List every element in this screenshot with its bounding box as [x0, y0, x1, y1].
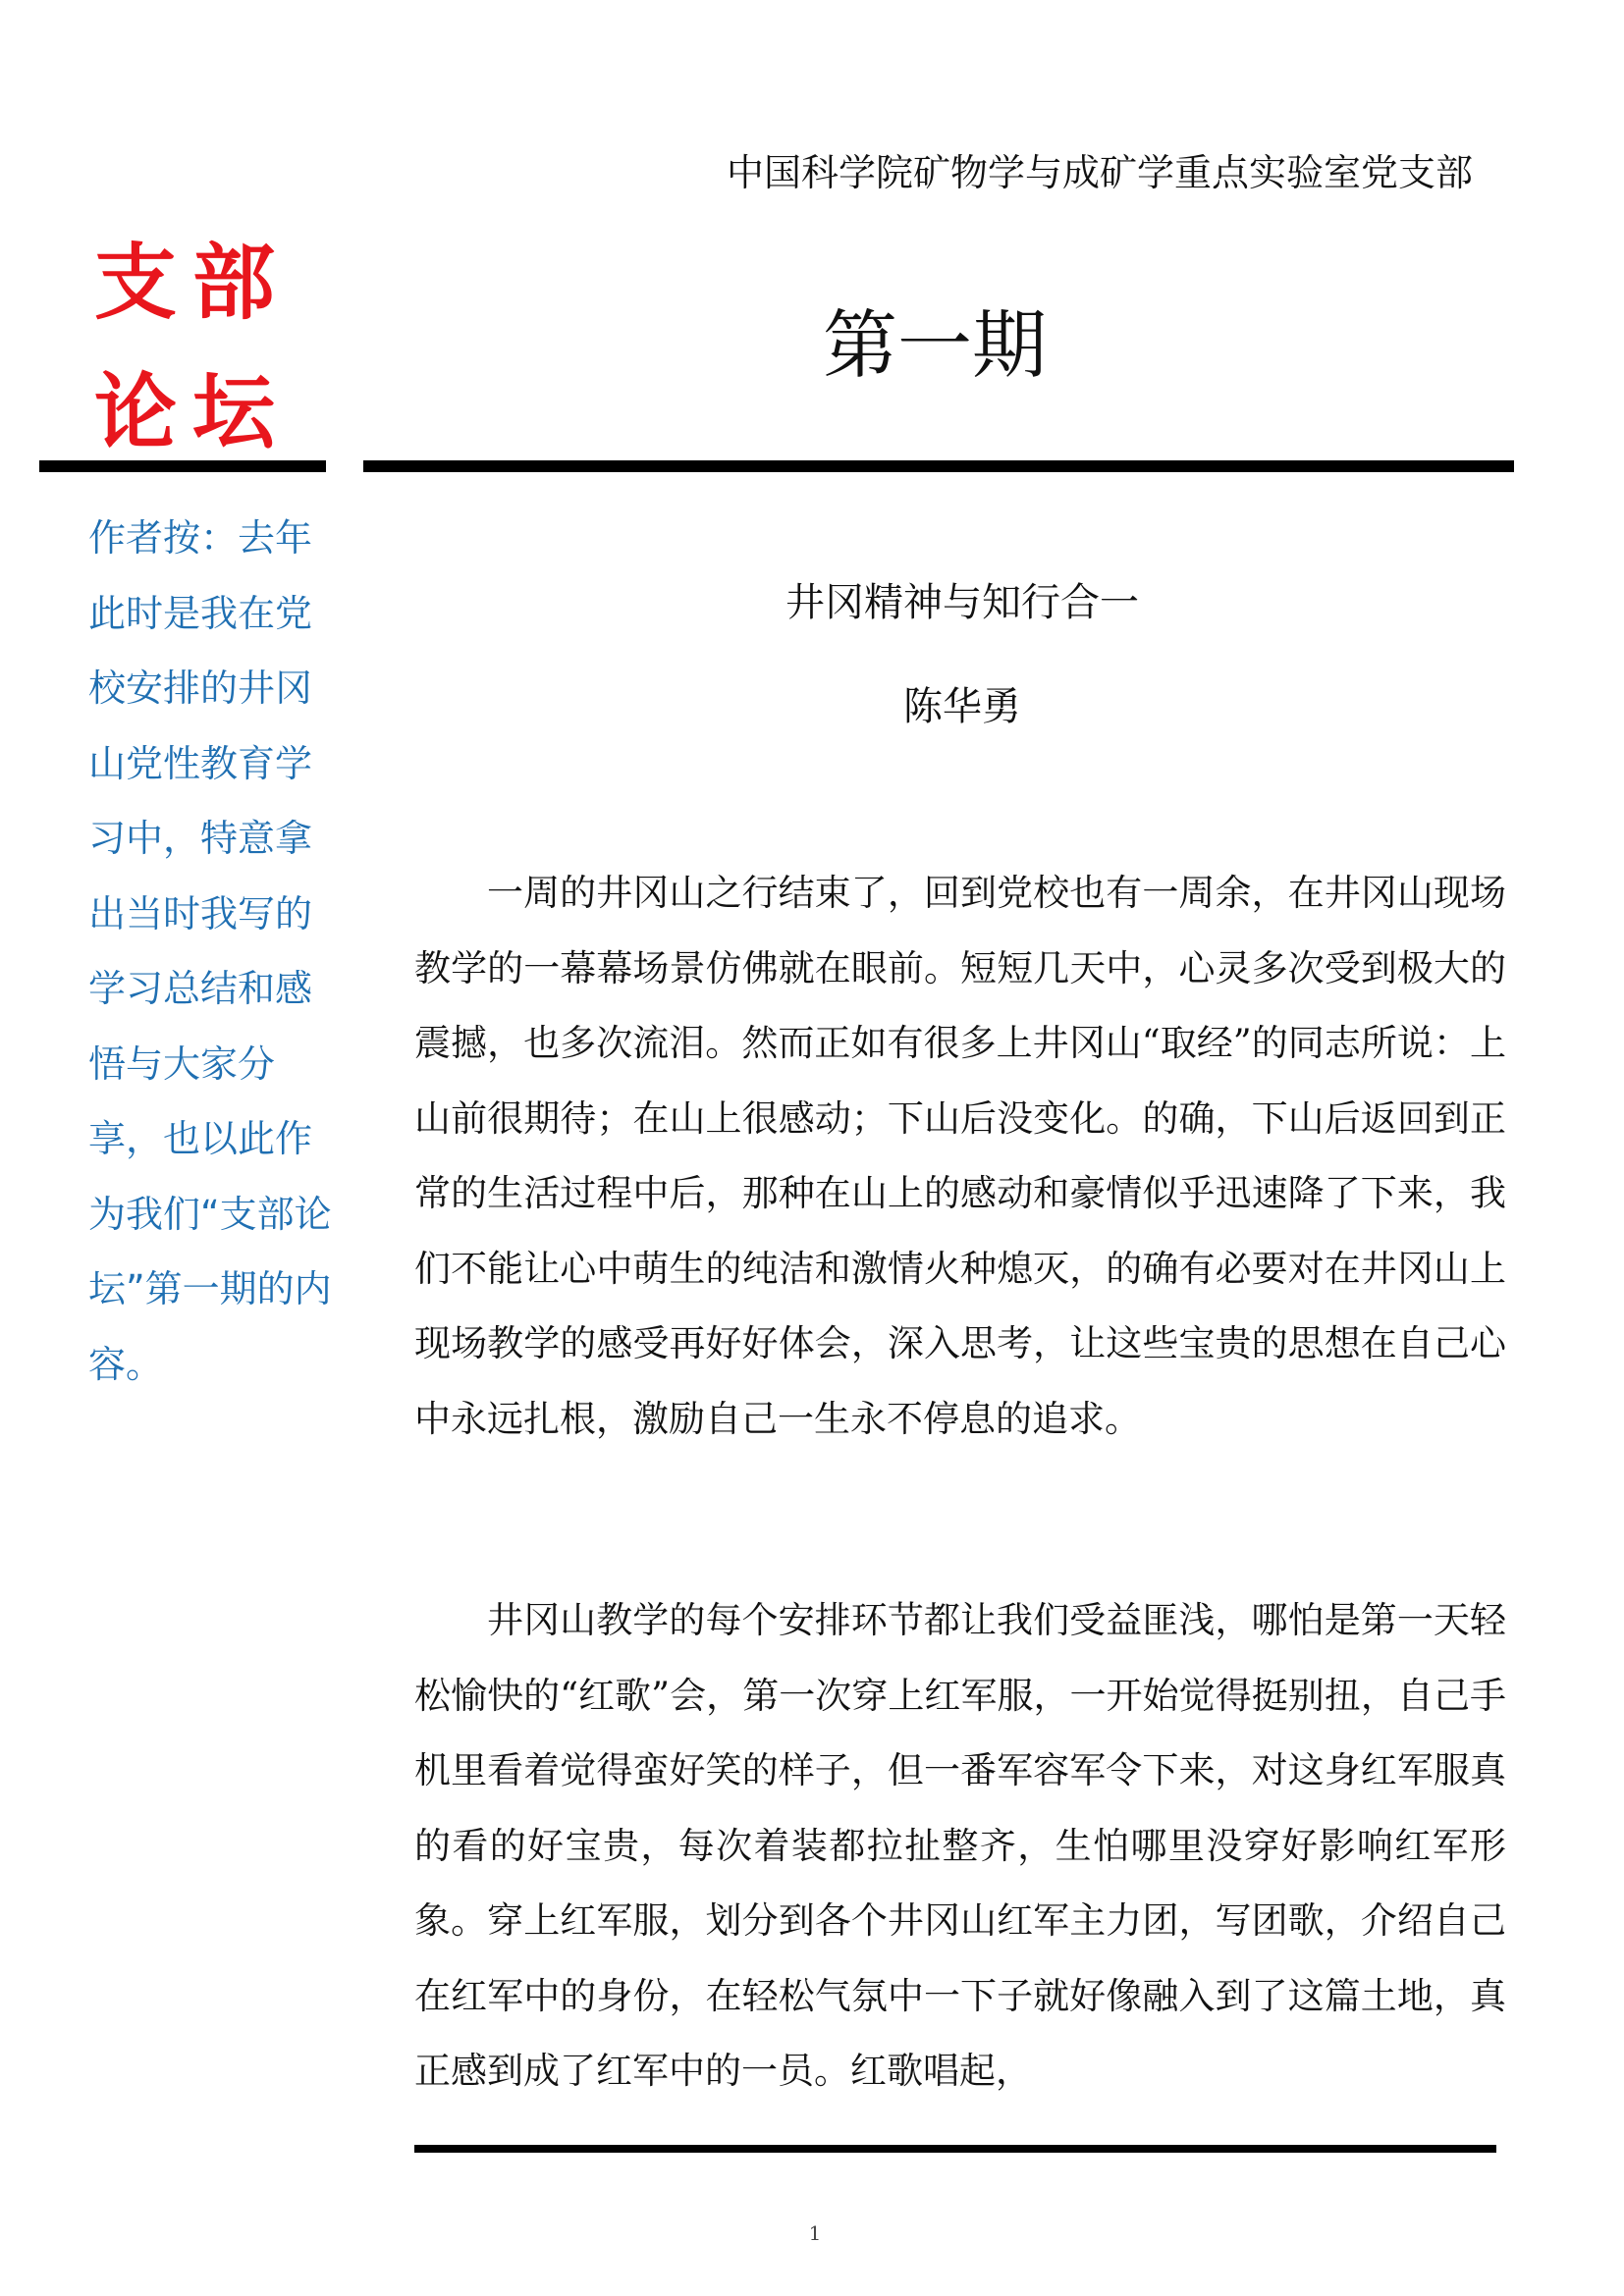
- article-paragraph-1: 一周的井冈山之行结束了，回到党校也有一周余，在井冈山现场教学的一幕幕场景仿佛就在眼前。短短几天中，心灵多次受到极大的震撼，也多次流泪。然而正如有很多上井冈山“取经”的同志所说：上山前很期待；在山上很感动；下山后没变化。的确，下山后返回到正常的生活过程中后，那种在山上的感动和豪情似乎迅速降了下来，我们不能让心中萌生的纯洁和激情火种熄灭，的确有必要对在井冈山上现场教学的感受再好好体会，深入思考，让这些宝贵的思想在自己心中永远扎根，激励自己一生永不停息的追求。: [414, 872, 1506, 1440]
- page-number: 1: [808, 2221, 822, 2245]
- header-divider-right: [363, 460, 1514, 472]
- article-paragraph-2: 井冈山教学的每个安排环节都让我们受益匪浅，哪怕是第一天轻松愉快的“红歌”会，第一次穿上红军服，一开始觉得挺别扭，自己手机里看着觉得蛮好笑的样子，但一番军容军令下来，对这身红军服真的看的好宝贵，每次着装都拉扯整齐，生怕哪里没穿好影响红军形象。穿上红军服，划分到各个井冈山红军主力团，写团歌，介绍自己在红军中的身份，在轻松气氛中一下子就好像融入到了这篇土地，真正感到成了红军中的一员。红歌唱起，: [414, 1599, 1506, 2092]
- organization-name: 中国科学院矿物学与成矿学重点实验室党支部: [727, 151, 1474, 194]
- header-divider-left: [39, 460, 326, 472]
- author-note: 作者按：去年此时是我在党校安排的井冈山党性教育学习中，特意拿出当时我写的学习总结和感悟与大家分享，也以此作为我们“支部论坛”第一期的内容。: [88, 516, 332, 1386]
- article-author: 陈华勇: [903, 684, 1021, 729]
- footer-divider: [414, 2145, 1496, 2153]
- masthead-title: [94, 218, 330, 477]
- issue-number: 第一期: [823, 301, 1047, 389]
- article-title: 井冈精神与知行合一: [785, 580, 1139, 625]
- masthead-line-1: 支部: [94, 235, 292, 331]
- masthead-line-2: 论坛: [94, 364, 292, 460]
